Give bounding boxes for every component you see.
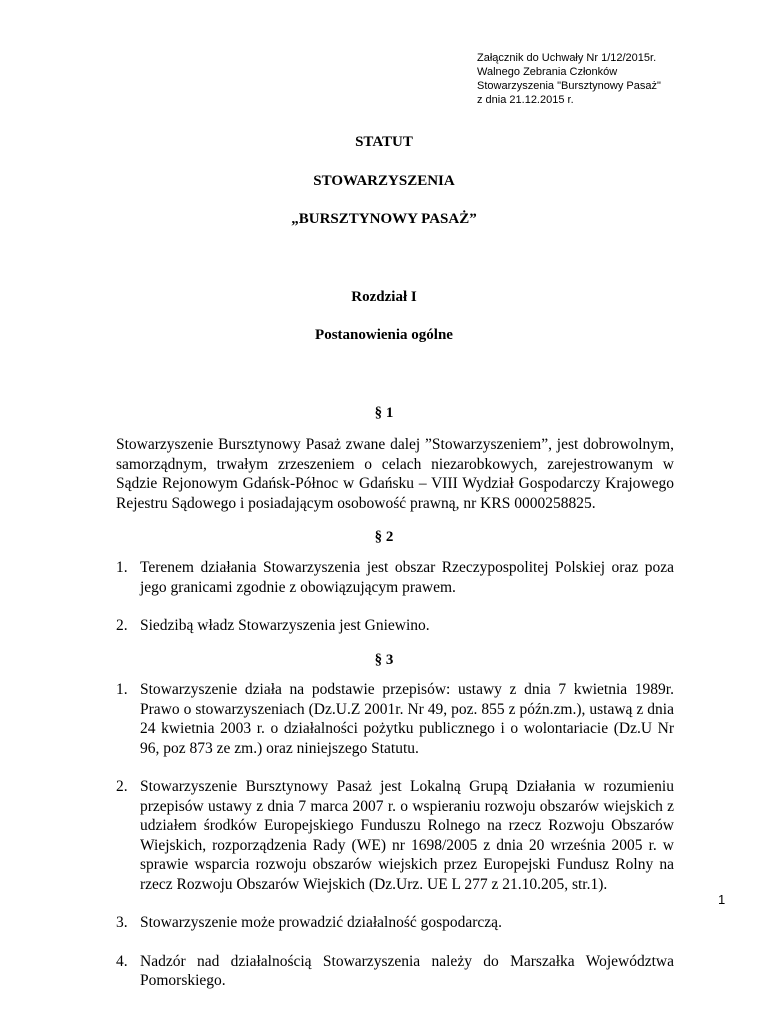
list-item [116,558,674,597]
list-item [116,680,674,758]
list-item [116,952,674,991]
list-item-number: 3. [116,914,128,931]
section-2-symbol: § 2 [374,529,394,545]
page-number: 1 [718,892,726,907]
section-2-list [116,558,674,655]
list-item-text: Nadzór nad działalnością Stowarzyszenia należy do Marszałka Województwa Pomorskiego. [140,952,674,989]
section-1-symbol: § 1 [374,405,394,421]
association-name: „BURSZTYNOWY PASAŻ” [291,211,477,227]
list-item-number: 1. [116,559,128,576]
list-item-number: 2. [116,778,128,795]
section-3-symbol: § 3 [374,652,394,668]
section-1-text: Stowarzyszenie Bursztynowy Pasaż zwane dalej ”Stowarzyszeniem”, jest dobrowolnym, samorządnym, trwałym zrzeszeniem o celach niezarobkowych, zarejestrowanym w Sądzie Rejonowym Gdańsk-Północ w Gdańsku – VIII Wydział Gospodarczy Krajowego Rejestru Sądowego i posiadającym osobowość prawną, nr KRS 0000258825. [116,436,674,512]
chapter-label: Rozdział I [351,289,417,305]
section-3-list [116,680,674,1010]
list-item-text: Stowarzyszenie działa na podstawie przepisów: ustawy z dnia 7 kwietnia 1989r. Prawo o stowarzyszeniach (Dz.U.Z 2001r. Nr 49, poz. 855 z późn.zm.), ustawą z dnia 24 kwietnia 2003 r. o działalności pożytku publicznego i o wolontariacie (Dz.U Nr 96, poz 873 ze zm.) oraz niniejszego Statutu. [140,681,674,757]
chapter-name: Postanowienia ogólne [315,327,453,343]
document-subtitle: STOWARZYSZENIA [313,173,455,189]
document-title: STATUT [355,134,413,150]
list-item-text: Terenem działania Stowarzyszenia jest obszar Rzeczypospolitej Polskiej oraz poza jego granicami zgodnie z obowiązującym prawem. [140,559,674,596]
list-item [116,777,674,894]
list-item-text: Stowarzyszenie Bursztynowy Pasaż jest Lokalną Grupą Działania w rozumieniu przepisów ustawy z dnia 7 marca 2007 r. o wspieraniu rozwoju obszarów wiejskich z udziałem środków Europejskiego Funduszu Rolnego na rzecz Rozwoju Obszarów Wiejskich, rozporządzenia Rady (WE) nr 1698/2005 z dnia 20 września 2005 r. w sprawie wsparcia rozwoju obszarów wiejskich przez Europejski Fundusz Rolny na rzecz Rozwoju Obszarów Wiejskich (Dz.Urz. UE L 277 z 21.10.205, str.1). [140,778,674,893]
annex-line: Załącznik do Uchwały Nr 1/12/2015r. [477,52,657,64]
list-item-text: Siedzibą władz Stowarzyszenia jest Gniewino. [140,617,430,634]
annex-line: Stowarzyszenia "Bursztynowy Pasaż" [477,80,661,92]
list-item [116,616,674,636]
list-item-number: 1. [116,681,128,698]
annex-line: Walnego Zebrania Członków [477,66,618,78]
annex-note [477,51,737,107]
list-item-number: 2. [116,617,128,634]
annex-line: z dnia 21.12.2015 r. [477,94,574,106]
list-item-text: Stowarzyszenie może prowadzić działalność gospodarczą. [140,914,502,931]
list-item-number: 4. [116,952,128,970]
list-item [116,913,674,933]
